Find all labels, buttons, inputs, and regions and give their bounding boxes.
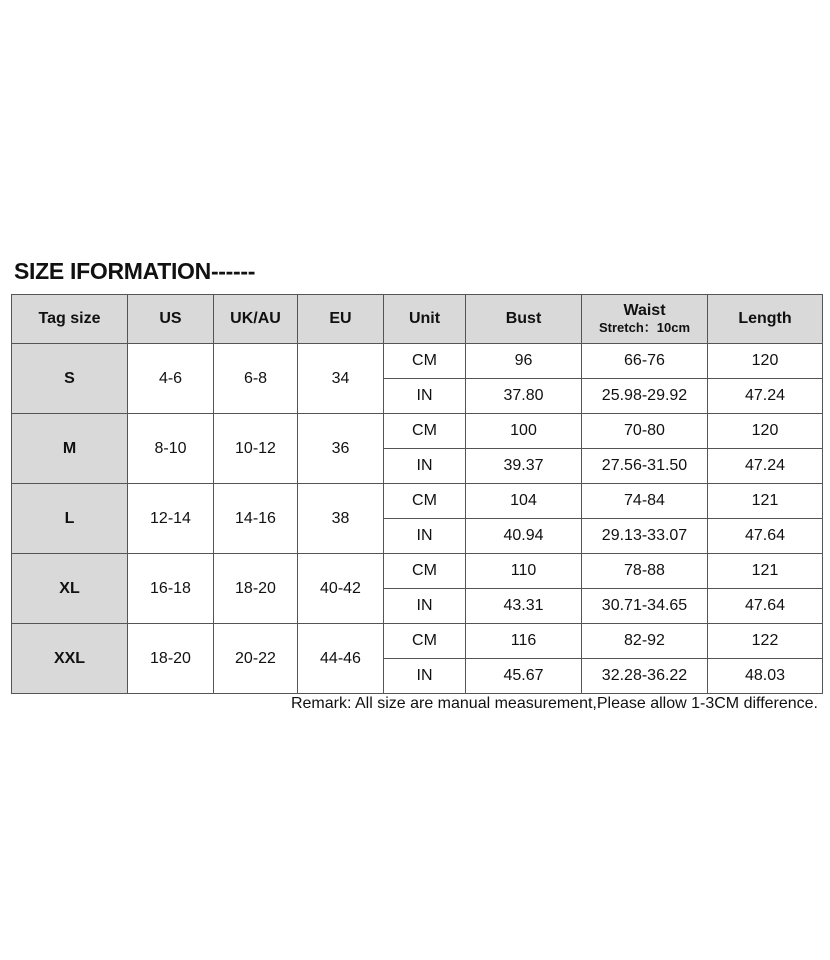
- waist-cell: 70-80: [582, 414, 708, 449]
- bust-cell: 96: [466, 344, 582, 379]
- us-size-cell: 8-10: [128, 414, 214, 484]
- us-size-cell: 18-20: [128, 624, 214, 694]
- tag-size-cell: XL: [12, 554, 128, 624]
- header-bust: Bust: [466, 295, 582, 344]
- length-cell: 121: [708, 554, 823, 589]
- waist-cell: 30.71-34.65: [582, 589, 708, 624]
- bust-cell: 40.94: [466, 519, 582, 554]
- waist-cell: 66-76: [582, 344, 708, 379]
- table-row: [12, 554, 823, 589]
- tag-size-cell: M: [12, 414, 128, 484]
- bust-cell: 110: [466, 554, 582, 589]
- waist-cell: 82-92: [582, 624, 708, 659]
- eu-size-cell: 34: [298, 344, 384, 414]
- eu-size-cell: 40-42: [298, 554, 384, 624]
- eu-size-cell: 38: [298, 484, 384, 554]
- header-waist: [582, 295, 708, 344]
- length-cell: 47.24: [708, 449, 823, 484]
- header-tag-size: Tag size: [12, 295, 128, 344]
- page-title: SIZE IFORMATION------: [14, 258, 256, 284]
- unit-cell: CM: [384, 484, 466, 519]
- eu-size-cell: 36: [298, 414, 384, 484]
- bust-cell: 104: [466, 484, 582, 519]
- waist-cell: 78-88: [582, 554, 708, 589]
- table-row: [12, 484, 823, 519]
- length-cell: 47.64: [708, 519, 823, 554]
- unit-cell: IN: [384, 379, 466, 414]
- length-cell: 48.03: [708, 659, 823, 694]
- waist-cell: 25.98-29.92: [582, 379, 708, 414]
- bust-cell: 43.31: [466, 589, 582, 624]
- header-row: [12, 295, 823, 344]
- tag-size-cell: XXL: [12, 624, 128, 694]
- waist-cell: 27.56-31.50: [582, 449, 708, 484]
- size-chart-table: [11, 294, 823, 694]
- uk-au-size-cell: 20-22: [214, 624, 298, 694]
- table-row: [12, 414, 823, 449]
- header-length: Length: [708, 295, 823, 344]
- uk-au-size-cell: 14-16: [214, 484, 298, 554]
- header-unit: Unit: [384, 295, 466, 344]
- header-uk-au: UK/AU: [214, 295, 298, 344]
- uk-au-size-cell: 18-20: [214, 554, 298, 624]
- length-cell: 120: [708, 414, 823, 449]
- eu-size-cell: 44-46: [298, 624, 384, 694]
- length-cell: 47.64: [708, 589, 823, 624]
- us-size-cell: 4-6: [128, 344, 214, 414]
- unit-cell: IN: [384, 589, 466, 624]
- header-waist-label: Waist: [623, 302, 666, 319]
- table-row: [12, 624, 823, 659]
- length-cell: 121: [708, 484, 823, 519]
- remark-note: Remark: All size are manual measurement,Please allow 1-3CM difference.: [290, 695, 818, 712]
- unit-cell: IN: [384, 519, 466, 554]
- bust-cell: 37.80: [466, 379, 582, 414]
- waist-cell: 74-84: [582, 484, 708, 519]
- length-cell: 47.24: [708, 379, 823, 414]
- tag-size-cell: L: [12, 484, 128, 554]
- table-row: [12, 344, 823, 379]
- unit-cell: IN: [384, 449, 466, 484]
- waist-cell: 29.13-33.07: [582, 519, 708, 554]
- uk-au-size-cell: 10-12: [214, 414, 298, 484]
- header-us: US: [128, 295, 214, 344]
- us-size-cell: 16-18: [128, 554, 214, 624]
- uk-au-size-cell: 6-8: [214, 344, 298, 414]
- bust-cell: 39.37: [466, 449, 582, 484]
- unit-cell: CM: [384, 554, 466, 589]
- bust-cell: 45.67: [466, 659, 582, 694]
- unit-cell: CM: [384, 624, 466, 659]
- waist-cell: 32.28-36.22: [582, 659, 708, 694]
- unit-cell: IN: [384, 659, 466, 694]
- bust-cell: 100: [466, 414, 582, 449]
- bust-cell: 116: [466, 624, 582, 659]
- unit-cell: CM: [384, 414, 466, 449]
- header-waist-note: Stretch：10cm: [598, 320, 691, 335]
- length-cell: 122: [708, 624, 823, 659]
- tag-size-cell: S: [12, 344, 128, 414]
- unit-cell: CM: [384, 344, 466, 379]
- header-eu: EU: [298, 295, 384, 344]
- length-cell: 120: [708, 344, 823, 379]
- us-size-cell: 12-14: [128, 484, 214, 554]
